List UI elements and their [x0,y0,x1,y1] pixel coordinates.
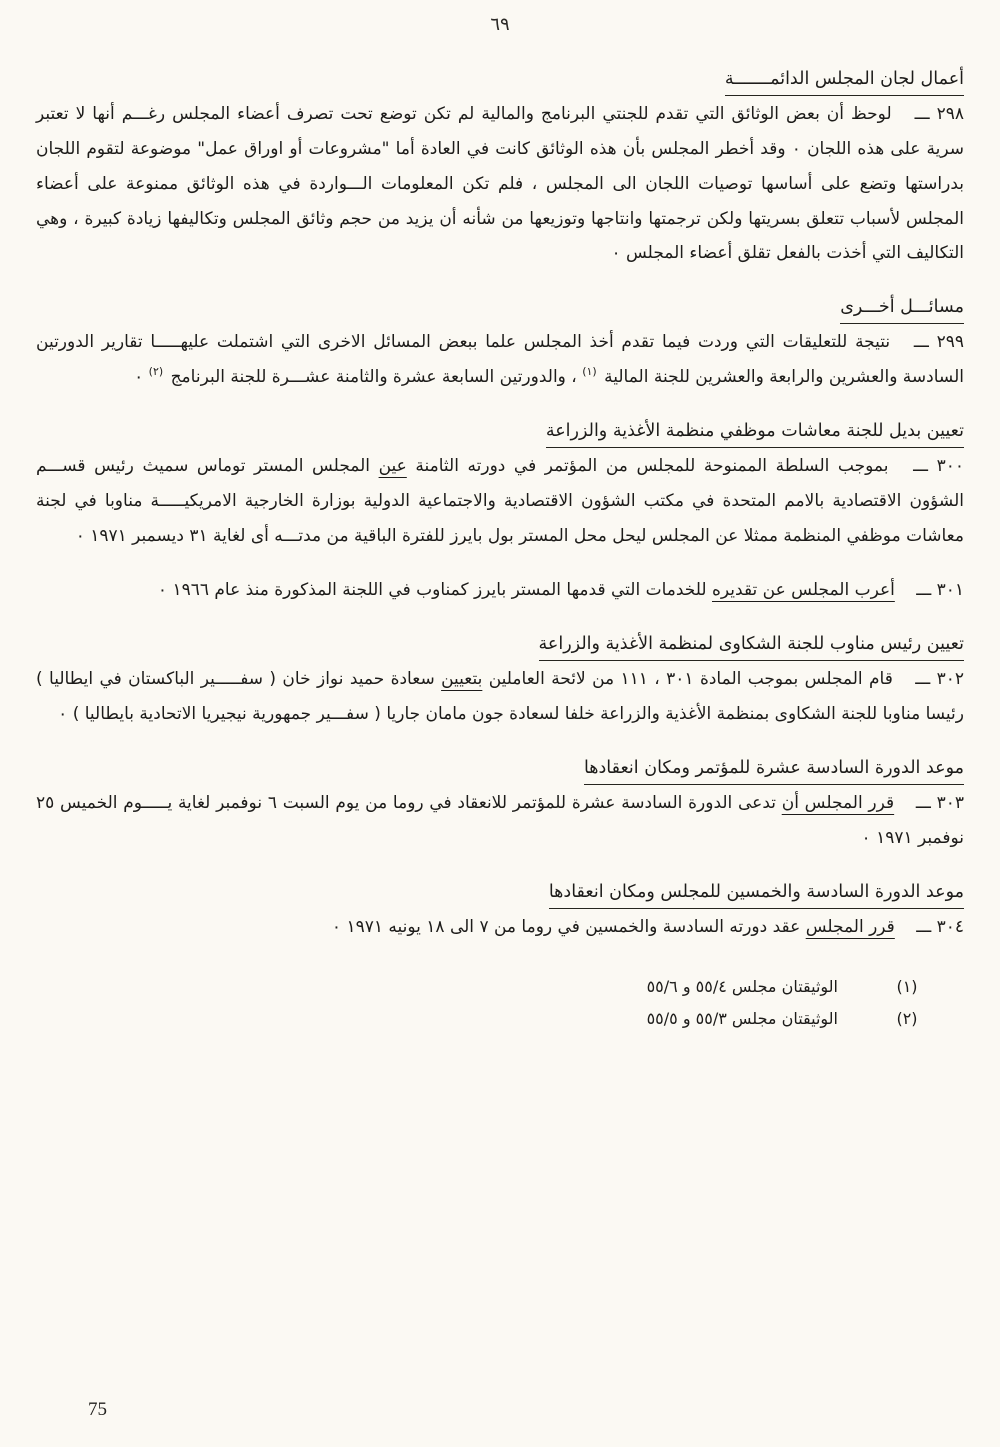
paragraph-number: ٣٠٤ ـــ [916,916,964,937]
footnote-1 [76,971,928,1003]
paragraph-number: ٣٠٢ ـــ [915,669,964,690]
footnotes-section [36,971,964,1035]
footnote-text: الوثيقتان مجلس ٥٥/٤ و ٥٥/٦ [646,976,838,996]
heading-other-matters [36,297,964,317]
heading-appeals-committee-chairman [36,634,964,654]
paragraph-number: ٢٩٩ ـــ [913,332,964,353]
footnote-ref-2: (٢) [148,365,164,379]
underlined-word: عين [378,455,407,476]
paragraph-text: بموجب السلطة الممنوحة للمجلس من المؤتمر في دورته الثامنة [406,455,889,476]
heading-council-session-date [36,882,964,902]
heading-conference-session-date [36,758,964,778]
underlined-phrase: قرر المجلس أن [781,792,895,813]
heading-text: تعيين رئيس مناوب للجنة الشكاوى لمنظمة الأغذية والزراعة [539,634,964,661]
paragraph-text: تدعى الدورة السادسة عشرة للمؤتمر للانعقاد في روما من يوم السبت ٦ نوفمبر لغاية يـــــوم الخميس ٢٥ نوفمبر ١٩٧١ ٠ [36,792,964,848]
page-number-top: ٦٩ [490,14,510,35]
paragraph-303 [36,786,964,856]
heading-standing-committees [36,69,964,89]
footnote-marker: (٢) [896,1008,918,1028]
footnote-2 [76,1003,928,1035]
paragraph-text: المجلس المستر توماس سميث رئيس قســـم الشؤون الاقتصادية بالامم المتحدة في مكتب الشؤون الاقتصادية والاجتماعية الدولية بوزارة الخارجية الامريكيـــــة مناوبا في لجنة معاشات موظفي المنظمة ممثلا عن المجلس ليحل محل المستر بول بايرز للفترة الباقية من مدتـــه أى لغاية ٣١ ديسمبر ١٩٧١ ٠ [36,455,964,546]
underlined-word: بتعيين [441,669,483,690]
paragraph-text: ، والدورتين السابعة عشرة والثامنة عشـــرة للجنة البرنامج [165,367,583,388]
underlined-phrase: أعرب المجلس عن تقديره [712,580,895,601]
paragraph-text: نتيجة للتعليقات التي وردت فيما تقدم أخذ المجلس علما ببعض المسائل الاخرى التي اشتملت عليهـــــا تقارير الدورتين السادسة والعشرين والرابعة والعشرين للجنة المالية [36,332,964,388]
document-content [36,69,964,1035]
heading-text: موعد الدورة السادسة والخمسين للمجلس ومكان انعقادها [549,882,964,909]
paragraph-298 [36,97,964,271]
paragraph-text: سعادة حميد نواز خان ( سفـــــير الباكستان في ايطاليا ) رئيسا مناوبا للجنة الشكاوى بمنظمة الأغذية والزراعة خلفا لسعادة جون مامان جاريا ( سفـــير جمهورية نيجيريا الاتحادية بايطاليا ) ٠ [36,669,964,725]
footnote-marker: (١) [896,976,918,996]
paragraph-text: للخدمات التي قدمها المستر بايرز كمناوب في اللجنة المذكورة منذ عام ١٩٦٦ ٠ [157,580,712,601]
heading-text: مسائـــل أخـــرى [840,297,964,324]
paragraph-301 [36,573,964,608]
paragraph-text: عقد دورته السادسة والخمسين في روما من ٧ الى ١٨ يونيه ١٩٧١ ٠ [331,916,806,937]
paragraph-number: ٢٩٨ ـــ [914,104,964,124]
heading-text: موعد الدورة السادسة عشرة للمؤتمر ومكان انعقادها [584,758,964,785]
heading-text: أعمال لجان المجلس الدائمـــــــة [725,69,964,96]
heading-pension-committee-alternate [36,421,964,441]
footnote-text: الوثيقتان مجلس ٥٥/٣ و ٥٥/٥ [646,1008,838,1028]
paragraph-304 [36,910,964,945]
paragraph-299 [36,325,964,395]
paragraph-302 [36,662,964,732]
paragraph-number: ٣٠٣ ـــ [915,792,964,813]
paragraph-number: ٣٠١ ـــ [916,580,964,601]
paragraph-text: ٠ [134,367,149,388]
paragraph-300 [36,449,964,554]
paragraph-number: ٣٠٠ ـــ [913,455,964,476]
footnote-ref-1: (١) [582,365,597,379]
underlined-phrase: قرر المجلس [805,916,895,937]
heading-text: تعيين بديل للجنة معاشات موظفي منظمة الأغذية والزراعة [546,421,964,448]
paragraph-text: قام المجلس بموجب المادة ٣٠١ ، ١١١ من لائحة العاملين [482,669,893,690]
page-number-bottom: 75 [88,1399,107,1420]
paragraph-text: لوحظ أن بعض الوثائق التي تقدم للجنتي البرنامج والمالية لم تكن توضع تحت تصرف أعضاء المجلس رغـــم أنها لا تعتبر سرية على هذه اللجان ٠ وقد أخطر المجلس بأن هذه الوثائق كانت في العادة أما "مشروعات أو اوراق عمل" موضوعة لتقوم اللجان بدراستها وتضع على أساسها توصيات اللجان الى المجلس ، فلم تكن المعلومات الـــواردة في هذه الوثائق ممنوعة على أعضاء المجلس لأسباب تتعلق بسريتها ولكن ترجمتها وانتاجها وتوزيعها من شأنه أن يزيد من حجم وثائق المجلس وتكاليفها زيادة كبيرة ، وهي التكاليف التي أخذت بالفعل تقلق أعضاء المجلس ٠ [36,104,964,264]
